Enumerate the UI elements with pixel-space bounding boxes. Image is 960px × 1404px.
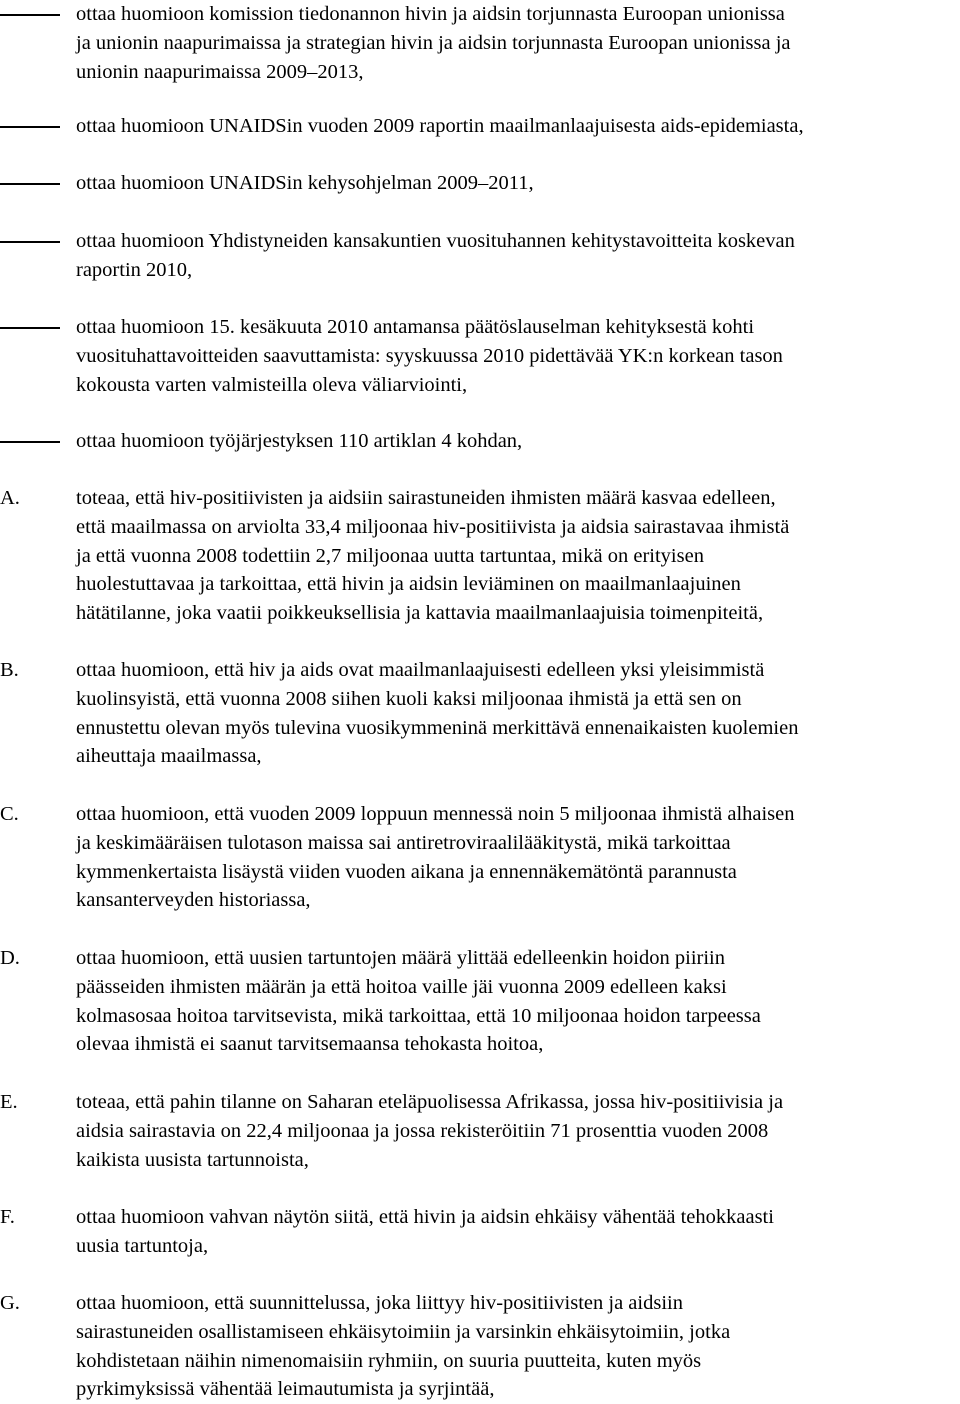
text-line: ottaa huomioon komission tiedonannon hivin ja aidsin torjunnasta Euroopan unionissa xyxy=(76,3,785,25)
citation-text xyxy=(76,0,956,86)
text-line: kolmasosaa hoitoa tarvitsevista, mikä tarkoittaa, että 10 miljoonaa hoidon tarpeessa xyxy=(76,1004,761,1027)
text-line: vuosituhattavoitteiden saavuttamista: syyskuussa 2010 pidettävää YK:n korkean tason xyxy=(76,344,783,367)
text-line: ja unionin naapurimaissa ja strategian hivin ja aidsin torjunnasta Euroopan unionissa ja xyxy=(76,31,791,54)
recital-letter: A. xyxy=(0,487,20,509)
citation-text xyxy=(76,427,956,456)
text-line: ottaa huomioon UNAIDSin kehysohjelman 2009–2011, xyxy=(76,172,534,194)
recital-letter: B. xyxy=(0,659,19,681)
text-line: kaikista uusista tartunnoista, xyxy=(76,1148,309,1171)
text-line: ottaa huomioon UNAIDSin vuoden 2009 raportin maailmanlaajuisesta aids-epidemiasta, xyxy=(76,115,804,137)
text-line: että maailmassa on arviolta 33,4 miljoonaa hiv-positiivista ja aidsia sairastavaa ihmistä xyxy=(76,515,790,538)
recital-text xyxy=(76,484,956,628)
text-line: hätätilanne, joka vaatii poikkeuksellisia ja kattavia maailmanlaajuisia toimenpiteitä, xyxy=(76,602,764,625)
text-line: ottaa huomioon, että vuoden 2009 loppuun mennessä noin 5 miljoonaa ihmistä alhaisen xyxy=(76,803,795,825)
citation-text xyxy=(76,227,956,285)
recital-text xyxy=(76,1289,956,1404)
recital-text xyxy=(76,1088,956,1174)
recital-letter: E. xyxy=(0,1091,18,1113)
text-line: toteaa, että hiv-positiivisten ja aidsiin sairastuneiden ihmisten määrä kasvaa edelleen, xyxy=(76,487,776,509)
citation-text xyxy=(76,313,956,399)
recital-letter: F. xyxy=(0,1206,15,1228)
text-line: ottaa huomioon 15. kesäkuuta 2010 antamansa päätöslauselman kehityksestä kohti xyxy=(76,316,755,338)
recital-letter: D. xyxy=(0,947,20,969)
text-line: kokousta varten valmisteilla oleva väliarviointi, xyxy=(76,373,468,396)
text-line: ottaa huomioon, että hiv ja aids ovat maailmanlaajuisesti edelleen yksi yleisimmistä xyxy=(76,659,765,681)
recital-text xyxy=(76,656,956,771)
text-line: olevaa ihmistä ei saanut tarvitsemaansa tehokasta hoitoa, xyxy=(76,1033,544,1056)
recital-letter: G. xyxy=(0,1292,20,1314)
text-line: sairastuneiden osallistamiseen ehkäisytoimiin ja varsinkin ehkäisytoimiin, jotka xyxy=(76,1320,731,1343)
text-line: ottaa huomioon työjärjestyksen 110 artiklan 4 kohdan, xyxy=(76,430,523,452)
text-line: raportin 2010, xyxy=(76,258,193,281)
text-line: ja keskimääräisen tulotason maissa sai antiretroviraalilääkitystä, mikä tarkoittaa xyxy=(76,831,731,854)
text-line: kymmenkertaista lisäystä viiden vuoden aikana ja ennennäkemätöntä parannusta xyxy=(76,860,737,883)
recital-text xyxy=(76,800,956,915)
text-line: ottaa huomioon, että suunnittelussa, joka liittyy hiv-positiivisten ja aidsiin xyxy=(76,1292,683,1314)
citation-text xyxy=(76,169,956,198)
recital-letter: C. xyxy=(0,803,19,825)
text-line: uusia tartuntoja, xyxy=(76,1234,209,1257)
citation-text xyxy=(76,112,956,141)
text-line: huolestuttavaa ja tarkoittaa, että hivin ja aidsin leviäminen on maailmanlaajuinen xyxy=(76,573,741,596)
text-line: unionin naapurimaissa 2009–2013, xyxy=(76,60,364,83)
text-line: kohdistetaan näihin nimenomaisiin ryhmiin, on suuria puutteita, kuten myös xyxy=(76,1349,702,1372)
recital-text xyxy=(76,944,956,1059)
recital-text xyxy=(76,1203,956,1261)
text-line: ottaa huomioon vahvan näytön siitä, että hivin ja aidsin ehkäisy vähentää tehokkaasti xyxy=(76,1206,774,1228)
text-line: ottaa huomioon, että uusien tartuntojen määrä ylittää edelleenkin hoidon piiriin xyxy=(76,947,725,969)
text-line: kansanterveyden historiassa, xyxy=(76,889,311,912)
text-line: ottaa huomioon Yhdistyneiden kansakuntien vuosituhannen kehitystavoitteita koskevan xyxy=(76,230,795,252)
text-line: aiheuttaja maailmassa, xyxy=(76,745,262,768)
text-line: päässeiden ihmisten määrän ja että hoitoa vaille jäi vuonna 2009 edelleen kaksi xyxy=(76,975,727,998)
text-line: toteaa, että pahin tilanne on Saharan eteläpuolisessa Afrikassa, jossa hiv-positiivisia ja xyxy=(76,1091,784,1113)
text-line: pyrkimyksissä vähentää leimautumista ja syrjintää, xyxy=(76,1378,495,1401)
text-line: aidsia sairastavia on 22,4 miljoonaa ja jossa rekisteröitiin 71 prosenttia vuoden 2008 xyxy=(76,1119,769,1142)
text-line: kuolinsyistä, että vuonna 2008 siihen kuoli kaksi miljoonaa ihmistä ja että sen on xyxy=(76,687,742,710)
text-line: ennustettu olevan myös tulevina vuosikymmeninä merkittävä ennenaikaisten kuolemien xyxy=(76,716,799,739)
text-line: ja että vuonna 2008 todettiin 2,7 miljoonaa uutta tartuntaa, mikä on erityisen xyxy=(76,544,704,567)
